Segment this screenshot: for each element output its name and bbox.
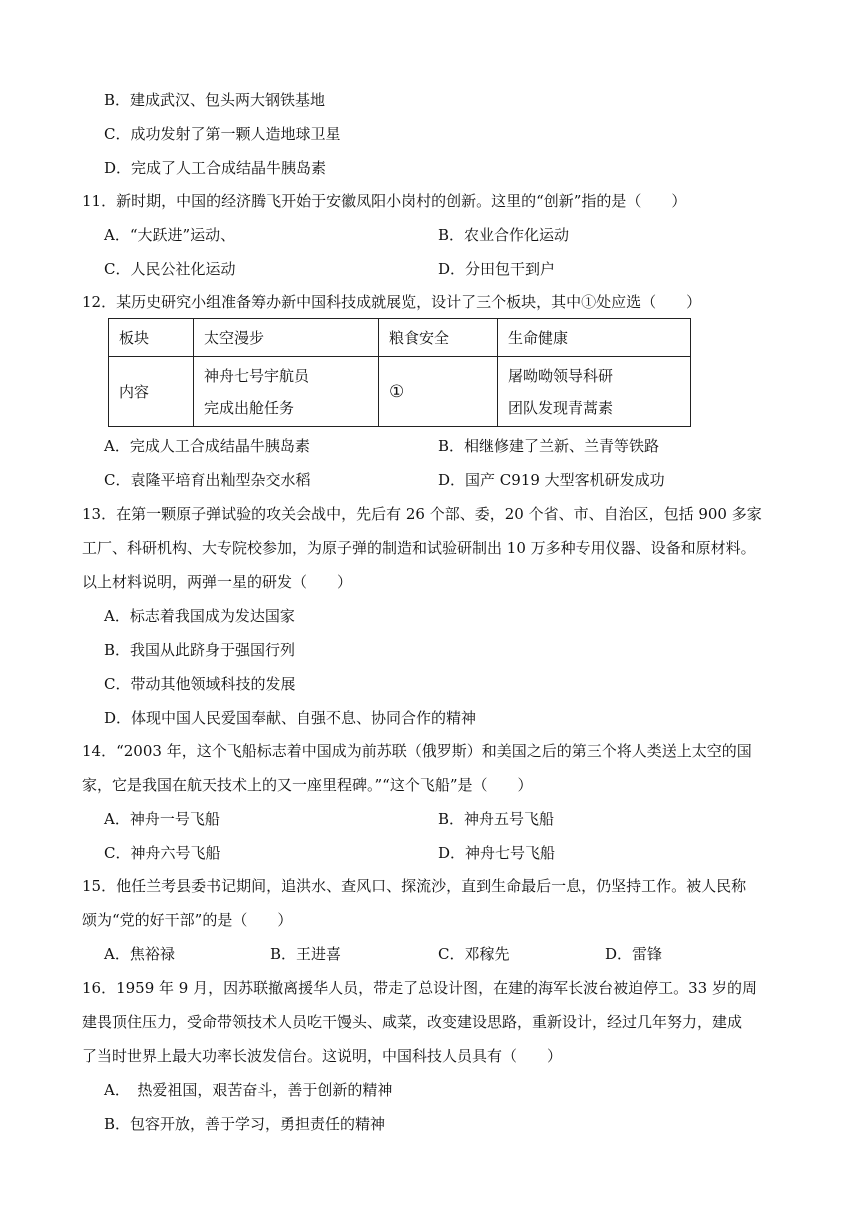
q14-stem-line-1: 14．“2003 年，这个飞船标志着中国成为前苏联（俄罗斯）和美国之后的第三个将人类送上太空的国 — [82, 742, 752, 760]
q13-option-c: C．带动其他领域科技的发展 — [104, 675, 296, 693]
table-cell-health — [498, 357, 691, 427]
q15-option-a: A．焦裕禄 — [104, 945, 175, 963]
q15-stem-line-2: 颂为“党的好干部”的是（ ） — [82, 911, 293, 929]
table-header-cell: 板块 — [109, 319, 194, 357]
q11-stem: 11．新时期，中国的经济腾飞开始于安徽凤阳小岗村的创新。这里的“创新”指的是（ ） — [82, 192, 687, 210]
q14-option-a: A．神舟一号飞船 — [104, 810, 220, 828]
q11-option-d: D．分田包干到户 — [438, 260, 556, 278]
table-cell-food: ① — [379, 357, 498, 427]
q14-stem-line-2: 家，它是我国在航天技术上的又一座里程碑。”“这个飞船”是（ ） — [82, 776, 533, 794]
q12-stem: 12．某历史研究小组准备筹办新中国科技成就展览，设计了三个板块，其中①处应选（ ） — [82, 293, 702, 311]
q12-table — [108, 318, 691, 427]
q13-option-a: A．标志着我国成为发达国家 — [104, 607, 295, 625]
table-cell-text: 神舟七号宇航员 — [204, 366, 310, 385]
q12-option-d: D．国产 C919 大型客机研发成功 — [438, 471, 665, 489]
q16-stem-line-3: 了当时世界上最大功率长波发信台。这说明，中国科技人员具有（ ） — [82, 1047, 563, 1065]
q14-option-d: D．神舟七号飞船 — [438, 844, 556, 862]
q15-stem-line-1: 15．他任兰考县委书记期间，追洪水、查风口、探流沙，直到生命最后一息，仍坚持工作。被人民称 — [82, 877, 747, 895]
q13-stem-line-1: 13．在第一颗原子弹试验的攻关会战中，先后有 26 个部、委，20 个省、市、自治区，包括 900 多家 — [82, 505, 762, 523]
table-cell-text: 团队发现青蒿素 — [508, 398, 614, 417]
q15-option-d: D．雷锋 — [605, 945, 663, 963]
q10-option-d: D．完成了人工合成结晶牛胰岛素 — [104, 159, 327, 177]
q12-option-c: C．袁隆平培育出籼型杂交水稻 — [104, 471, 311, 489]
q13-stem-line-2: 工厂、科研机构、大专院校参加，为原子弹的制造和试验研制出 10 万多种专用仪器、设备和原材料。 — [82, 539, 756, 557]
q12-option-b: B．相继修建了兰新、兰青等铁路 — [438, 437, 660, 455]
q13-option-b: B．我国从此跻身于强国行列 — [104, 641, 296, 659]
q16-stem-line-2: 建畏顶住压力，受命带领技术人员吃干馒头、咸菜，改变建设思路，重新设计，经过几年努力，建成 — [82, 1013, 743, 1031]
q11-option-c: C．人民公社化运动 — [104, 260, 236, 278]
q10-option-b: B．建成武汉、包头两大钢铁基地 — [104, 91, 326, 109]
q10-option-c: C．成功发射了第一颗人造地球卫星 — [104, 125, 341, 143]
table-row-label: 内容 — [109, 357, 194, 427]
q11-option-a: A．“大跃进”运动、 — [104, 226, 236, 244]
q11-option-b: B．农业合作化运动 — [438, 226, 570, 244]
table-cell-text: 屠呦呦领导科研 — [508, 366, 614, 385]
table-cell-text: 完成出舱任务 — [204, 398, 295, 417]
q16-stem-line-1: 16．1959 年 9 月，因苏联撤离援华人员，带走了总设计图，在建的海军长波台被迫停工。33 岁的周 — [82, 979, 757, 997]
q16-option-a: A． 热爱祖国，艰苦奋斗，善于创新的精神 — [104, 1081, 393, 1099]
q14-option-b: B．神舟五号飞船 — [438, 810, 555, 828]
table-cell-space — [194, 357, 379, 427]
q13-stem-line-3: 以上材料说明，两弹一星的研发（ ） — [82, 573, 353, 591]
table-header-cell: 太空漫步 — [194, 319, 379, 357]
q16-option-b: B．包容开放，善于学习，勇担责任的精神 — [104, 1115, 386, 1133]
q15-option-b: B．王进喜 — [270, 945, 342, 963]
q13-option-d: D．体现中国人民爱国奉献、自强不息、协同合作的精神 — [104, 709, 477, 727]
table-header-cell: 生命健康 — [498, 319, 691, 357]
q15-option-c: C．邓稼先 — [438, 945, 510, 963]
table-header-cell: 粮食安全 — [379, 319, 498, 357]
q14-option-c: C．神舟六号飞船 — [104, 844, 221, 862]
q12-option-a: A．完成人工合成结晶牛胰岛素 — [104, 437, 310, 455]
